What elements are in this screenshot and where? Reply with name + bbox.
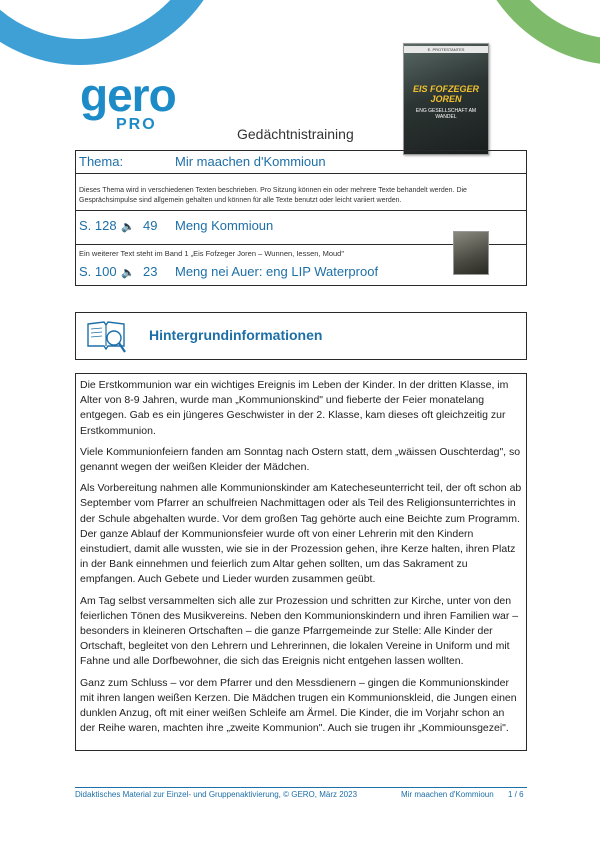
decorative-green-arc bbox=[470, 0, 600, 65]
page-number: 1 / 6 bbox=[508, 790, 524, 799]
divider bbox=[76, 210, 526, 211]
book-thumbnail-image bbox=[453, 231, 489, 275]
page-title: Gedächtnistraining bbox=[237, 126, 354, 142]
ref-page: S. 128 bbox=[79, 218, 117, 233]
speaker-icon: 🔈 bbox=[121, 267, 135, 279]
ref-track: 49 bbox=[143, 218, 158, 233]
logo-product: PRO bbox=[116, 116, 157, 133]
book-cover-title: EIS FOFZEGER JOREN bbox=[412, 84, 479, 104]
text-reference bbox=[79, 264, 378, 279]
footer-left: Didaktisches Material zur Einzel- und Gruppenaktivierung, © GERO, März 2023 bbox=[75, 790, 358, 799]
ref-title: Meng nei Auer: eng LIP Waterproof bbox=[175, 264, 379, 279]
text-reference bbox=[79, 218, 273, 233]
book-cover-subtitle: ENG GESELLSCHAFT AM WANDEL bbox=[415, 108, 477, 120]
divider bbox=[76, 173, 526, 174]
book-cover-band: E. PROTESTANTES bbox=[404, 46, 488, 53]
decorative-blue-arc bbox=[0, 0, 230, 65]
topic-box bbox=[75, 150, 527, 286]
topic-value: Mir maachen d'Kommioun bbox=[175, 154, 326, 169]
ref-title: Meng Kommioun bbox=[175, 218, 274, 233]
speaker-icon: 🔈 bbox=[121, 221, 135, 233]
background-text-box bbox=[75, 373, 527, 751]
paragraph: Am Tag selbst versammelten sich alle zur Prozession und schritten zur Kirche, unter von den feierlichen Tönen des Musikvereins. Neben den Kommunionskindern und ihren Familien war – besonders in kleineren Ortschaften – die ganze Pfarrgemeinde zur Stelle: Alle Kinder der Ortschaft, begleitet von den Lehrern und Lehrerinnen, die lokalen Vereine in Uniform und mit Fahne und alle Dorfbewohner, die sich das Ereignis nicht entgehen lassen wollten. bbox=[80, 594, 519, 668]
book-magnifier-icon bbox=[84, 316, 128, 356]
book-cover-image bbox=[403, 43, 489, 155]
ref-track: 23 bbox=[143, 264, 158, 279]
gero-pro-logo bbox=[80, 69, 190, 133]
paragraph: Als Vorbereitung nahmen alle Kommunionskinder am Katecheseunterricht teil, der oft schon ab September vom Pfarrer an schulfreien Nachmittagen oder als Teil des Religionsunterrichtes in der Schule abgehalten wurde. Vor dem großen Tag gehörte auch eine Beichte zum Programm. Der ganze Ablauf der Kommunionsfeier wurde oft von einer Lehrerin mit den Kindern einstudiert, damit alle wussten, wie sie in der Prozession gehen, ihre Kerze halten, ihren Platz in der Bank einnehmen und feierlich zum Altar gehen sollten, um das Sakrament zu empfangen. Auch Gebete und Lieder wurden zusammen geübt. bbox=[80, 482, 522, 586]
logo-brand: gero bbox=[80, 69, 176, 121]
paragraph: Die Erstkommunion war ein wichtiges Ereignis im Leben der Kinder. In der dritten Klasse, im Alter von 8-9 Jahren, wurde man „Kommunionskind" und fieberte der Feier monatelang entgegen. Gab es ein jüngeres Geschwister in der 2. Klasse, kam dieses oft gleichzeitig zur Erstkommunion. bbox=[80, 379, 509, 437]
topic-label: Thema: bbox=[79, 154, 124, 169]
extra-note: Ein weiterer Text steht im Band 1 „Eis Fofzeger Joren – Wunnen, Iessen, Moud" bbox=[79, 249, 345, 258]
topic-note: Dieses Thema wird in verschiedenen Texten beschrieben. Pro Sitzung können ein oder mehrere Texte behandelt werden. Die Gesprächsimpulse sind allgemein gehalten und können für alle Texte benutzt oder leicht variiert werden. bbox=[79, 187, 467, 204]
section-title: Hintergrundinformationen bbox=[149, 327, 323, 343]
ref-page: S. 100 bbox=[79, 264, 117, 279]
background-header-box bbox=[75, 312, 527, 360]
footer-divider bbox=[75, 787, 527, 788]
footer-title: Mir maachen d'Kommioun bbox=[401, 790, 494, 799]
paragraph: Ganz zum Schluss – vor dem Pfarrer und den Messdienern – gingen die Kommunionskinder mit ihren langen weißen Kerzen. Die Mädchen trugen ein Kommunionskleid, die Jungen einen dunklen Anzug, oft mit einer weißen Schleife am Ärmel. Die Kinder, die im Vorjahr schon an der Reihe waren, machten ihre „zweite Kommunion". Auch sie trugen ihr „Kommiounsgezei". bbox=[80, 676, 517, 735]
paragraph: Viele Kommunionfeiern fanden am Sonntag nach Ostern statt, dem „wäissen Ouschterdag", so genannt wegen der weißen Kleider der Mädchen. bbox=[80, 445, 521, 474]
